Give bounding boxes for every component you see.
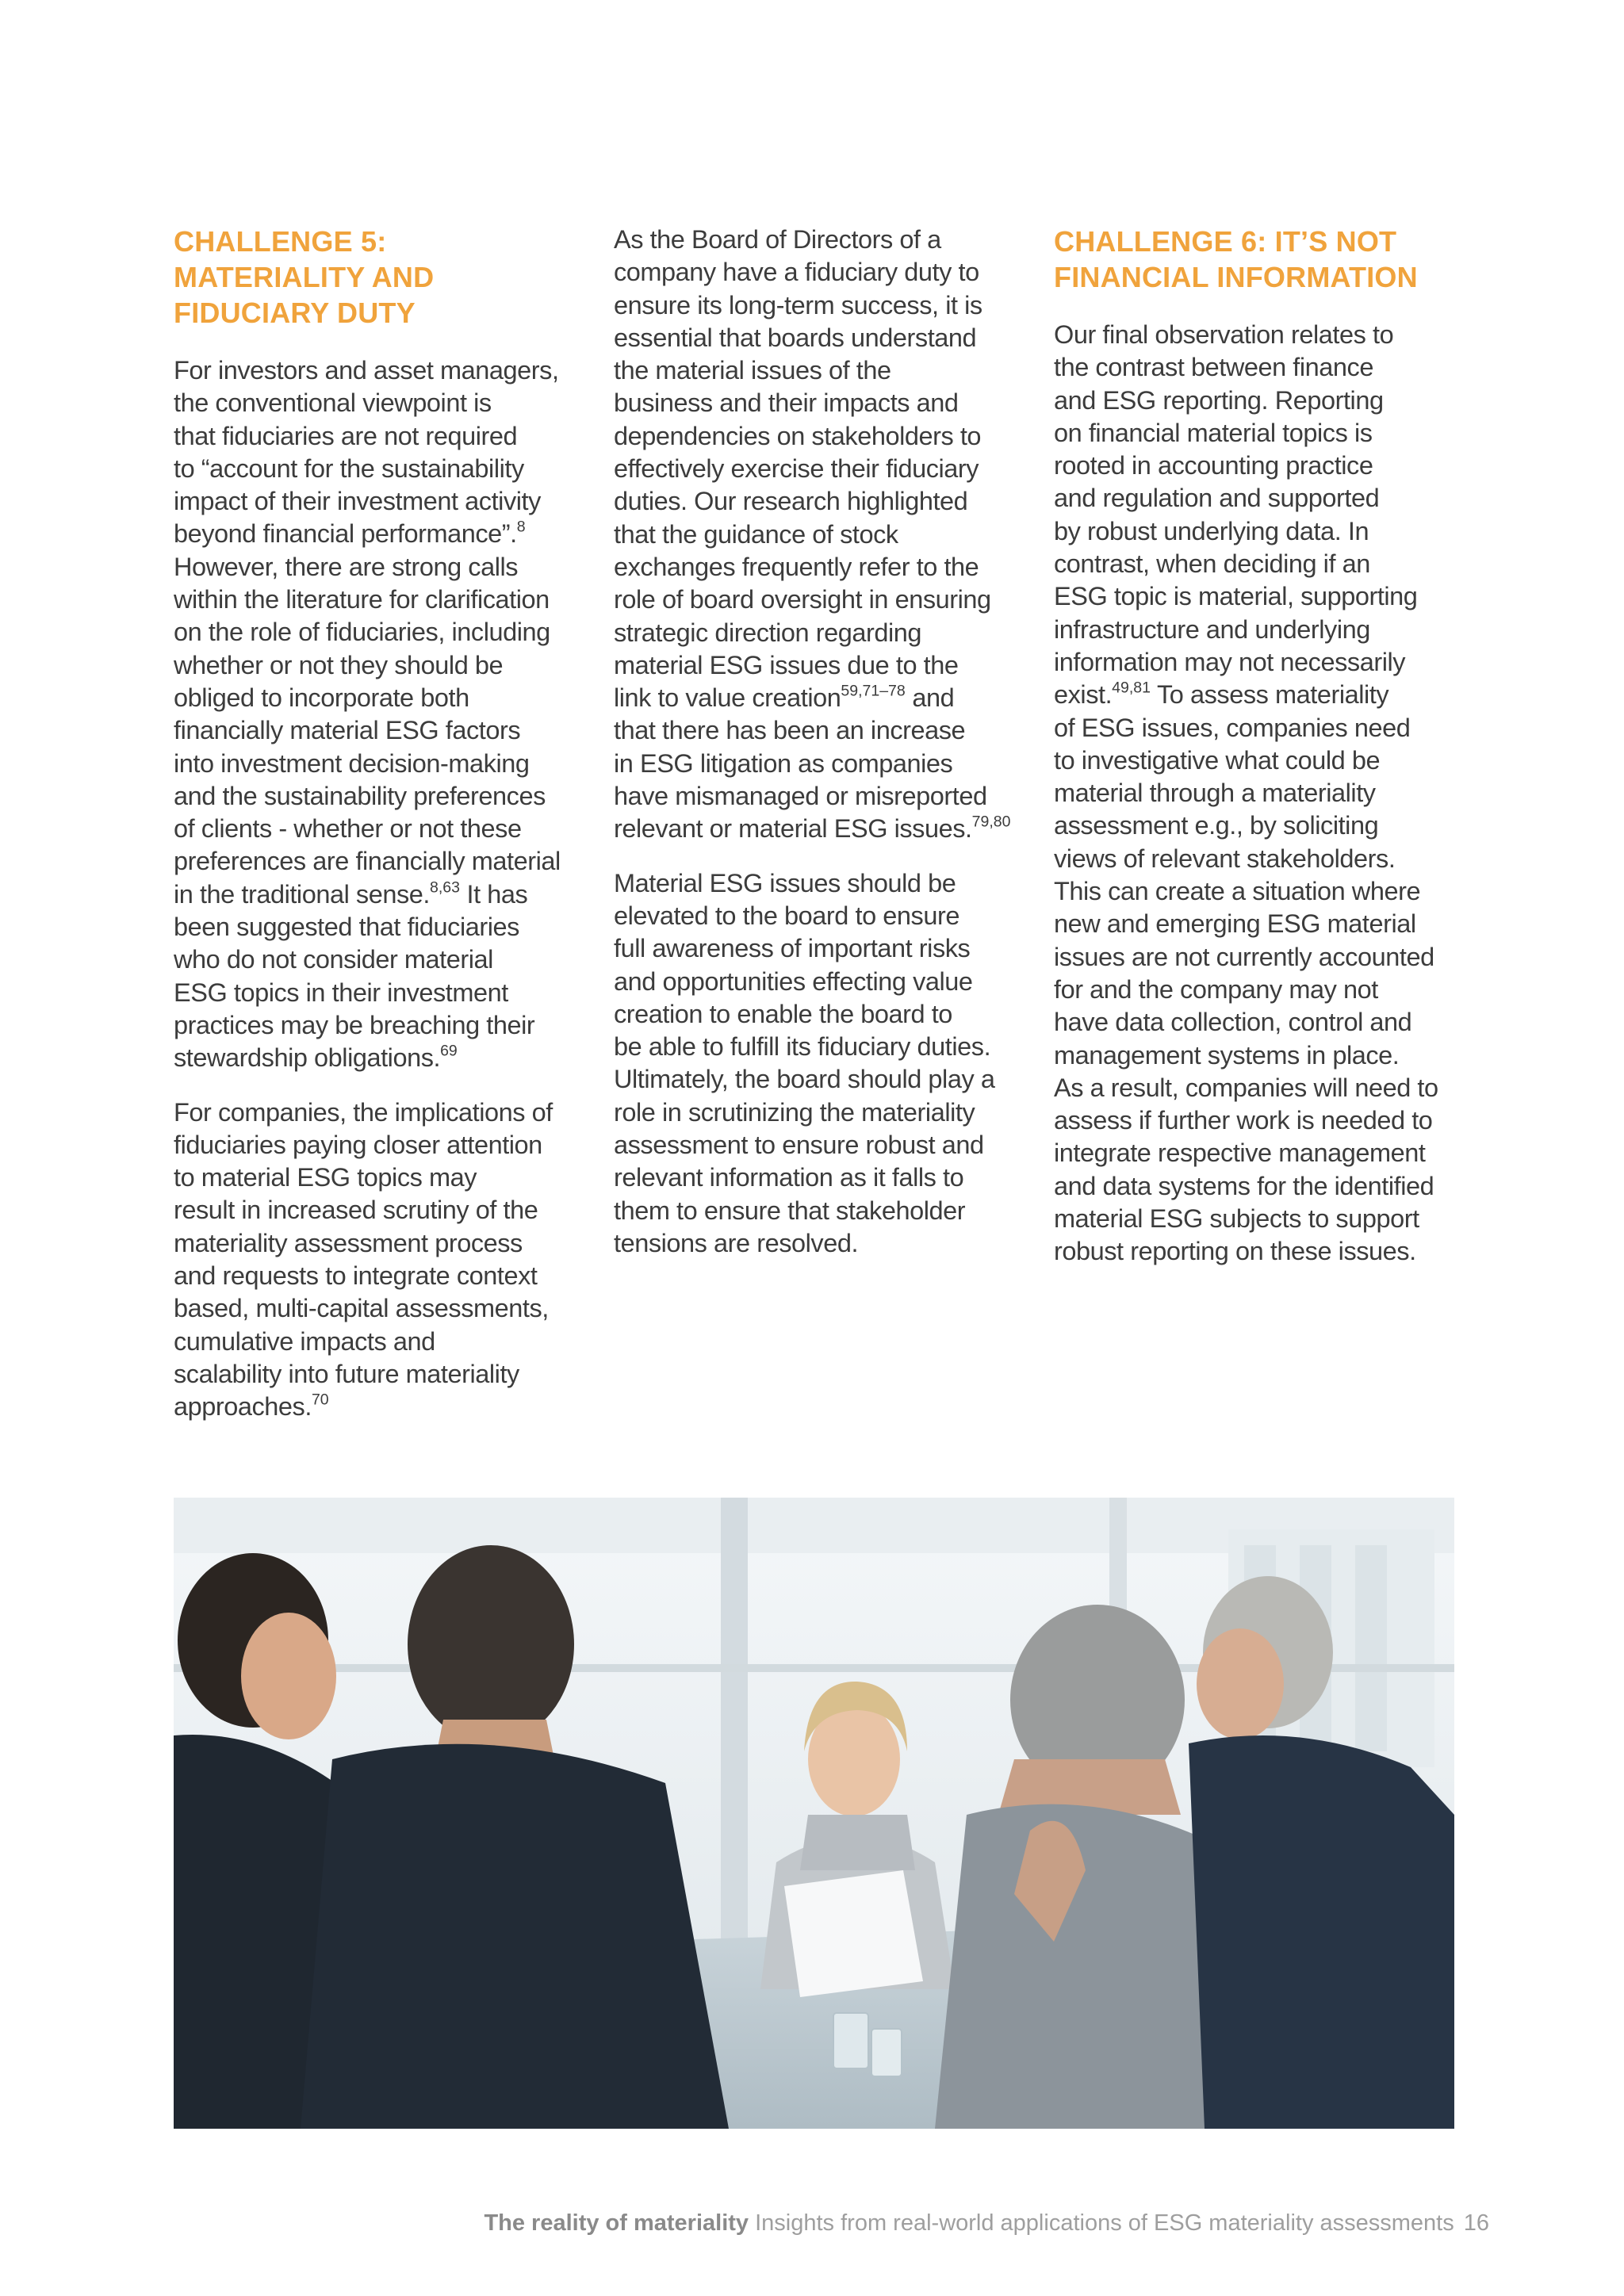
footnote-ref: 49,81 bbox=[1112, 679, 1151, 697]
text-line bbox=[174, 1042, 578, 1074]
meeting-illustration bbox=[174, 1498, 1454, 2129]
text-line: the contrast between finance bbox=[1054, 353, 1373, 382]
text-line: For companies, the implications of bbox=[174, 1097, 553, 1127]
text-line: exchanges frequently refer to the bbox=[614, 552, 979, 581]
text-line: issues are not currently accounted bbox=[1054, 942, 1434, 971]
text-line: assessment e.g., by soliciting bbox=[1054, 811, 1379, 840]
text-line: new and emerging ESG material bbox=[1054, 909, 1416, 939]
text-line: material ESG issues due to the bbox=[614, 650, 959, 679]
text-run: beyond financial performance”. bbox=[174, 519, 517, 549]
text-line bbox=[174, 1391, 578, 1423]
text-line: into investment decision-making bbox=[174, 748, 530, 778]
text-line: based, multi-capital assessments, bbox=[174, 1294, 549, 1323]
text-line: creation to enable the board to bbox=[614, 999, 952, 1028]
column-2 bbox=[614, 224, 1018, 1281]
text-line: As a result, companies will need to bbox=[1054, 1073, 1438, 1102]
text-line: have data collection, control and bbox=[1054, 1008, 1412, 1037]
col2-paragraph-2 bbox=[614, 867, 1018, 1261]
text-line: business and their impacts and bbox=[614, 388, 959, 418]
text-line: whether or not they should be bbox=[174, 650, 504, 679]
text-run: link to value creation bbox=[614, 683, 841, 713]
text-run: stewardship obligations. bbox=[174, 1043, 441, 1073]
text-line: of clients - whether or not these bbox=[174, 814, 522, 844]
text-line: for and the company may not bbox=[1054, 974, 1378, 1004]
text-line: infrastructure and underlying bbox=[1054, 614, 1370, 644]
text-line: material ESG subjects to support bbox=[1054, 1204, 1419, 1234]
text-line: that the guidance of stock bbox=[614, 519, 898, 549]
text-line: have mismanaged or misreported bbox=[614, 782, 987, 811]
text-line: rooted in accounting practice bbox=[1054, 451, 1373, 480]
text-line: be able to fulfill its fiduciary duties. bbox=[614, 1032, 991, 1062]
text-line: role of board oversight in ensuring bbox=[614, 585, 991, 614]
text-line: strategic direction regarding bbox=[614, 618, 921, 647]
footer-report-title: The reality of materiality bbox=[484, 2210, 749, 2236]
text-line: and regulation and supported bbox=[1054, 484, 1380, 513]
text-line: company have a fiduciary duty to bbox=[614, 258, 979, 287]
text-line: information may not necessarily bbox=[1054, 647, 1406, 676]
text-line: For investors and asset managers, bbox=[174, 356, 559, 385]
heading-line: MATERIALITY AND bbox=[174, 261, 435, 293]
text-line: This can create a situation where bbox=[1054, 877, 1421, 906]
text-line: ensure its long-term success, it is bbox=[614, 290, 982, 320]
heading-line: CHALLENGE 6: IT’S NOT bbox=[1054, 225, 1397, 258]
text-run: exist. bbox=[1054, 680, 1113, 710]
col2-paragraph-1 bbox=[614, 224, 1018, 846]
text-line: views of relevant stakeholders. bbox=[1054, 844, 1396, 873]
text-line: Ultimately, the board should play a bbox=[614, 1065, 995, 1094]
heading-line: CHALLENGE 5: bbox=[174, 225, 387, 258]
text-line: elevated to the board to ensure bbox=[614, 901, 959, 930]
text-line: cumulative impacts and bbox=[174, 1326, 435, 1356]
text-line bbox=[1054, 679, 1466, 711]
col1-paragraph-2 bbox=[174, 1096, 578, 1424]
text-line: in ESG litigation as companies bbox=[614, 748, 953, 778]
text-line: role in scrutinizing the materiality bbox=[614, 1097, 975, 1127]
text-line: Material ESG issues should be bbox=[614, 868, 956, 897]
text-line: However, there are strong calls bbox=[174, 552, 519, 581]
page-number: 16 bbox=[1463, 2210, 1489, 2236]
text-line: them to ensure that stakeholder bbox=[614, 1196, 966, 1225]
text-line: to “account for the sustainability bbox=[174, 453, 524, 483]
text-line: and the sustainability preferences bbox=[174, 781, 546, 810]
footnote-ref: 59,71–78 bbox=[841, 682, 906, 700]
challenge-5-heading bbox=[174, 224, 578, 331]
text-line: to material ESG topics may bbox=[174, 1163, 477, 1192]
text-run: To assess materiality bbox=[1150, 680, 1389, 710]
text-line bbox=[614, 682, 1018, 714]
text-line: preferences are financially material bbox=[174, 847, 561, 876]
footnote-ref: 8 bbox=[516, 518, 526, 536]
text-run: It has bbox=[459, 879, 528, 909]
text-line: and opportunities effecting value bbox=[614, 966, 973, 996]
text-line: on the role of fiduciaries, including bbox=[174, 618, 550, 647]
text-line: within the literature for clarification bbox=[174, 585, 550, 614]
text-line: result in increased scrutiny of the bbox=[174, 1196, 538, 1225]
text-line: essential that boards understand bbox=[614, 323, 977, 352]
column-3 bbox=[1054, 224, 1466, 1290]
meeting-photo bbox=[174, 1498, 1454, 2129]
text-line: robust reporting on these issues. bbox=[1054, 1237, 1416, 1266]
text-line bbox=[174, 518, 578, 550]
challenge-6-heading bbox=[1054, 224, 1466, 295]
text-line: and data systems for the identified bbox=[1054, 1171, 1434, 1200]
text-line: ESG topic is material, supporting bbox=[1054, 582, 1418, 611]
text-line: financially material ESG factors bbox=[174, 716, 521, 745]
text-line: tensions are resolved. bbox=[614, 1228, 859, 1257]
text-line: As the Board of Directors of a bbox=[614, 225, 941, 254]
text-line: the conventional viewpoint is bbox=[174, 388, 492, 418]
text-run: and bbox=[905, 683, 955, 713]
text-line bbox=[614, 813, 1018, 845]
text-line: by robust underlying data. In bbox=[1054, 516, 1369, 545]
text-line: impact of their investment activity bbox=[174, 487, 541, 516]
text-line: fiduciaries paying closer attention bbox=[174, 1130, 542, 1159]
footnote-ref: 8,63 bbox=[430, 878, 460, 897]
text-line: assessment to ensure robust and bbox=[614, 1131, 984, 1160]
text-line: materiality assessment process bbox=[174, 1228, 523, 1257]
text-run: in the traditional sense. bbox=[174, 879, 430, 909]
text-line: to investigative what could be bbox=[1054, 745, 1381, 775]
text-line: integrate respective management bbox=[1054, 1138, 1426, 1168]
text-line: and ESG reporting. Reporting bbox=[1054, 385, 1384, 415]
column-1 bbox=[174, 224, 578, 1445]
text-line: that there has been an increase bbox=[614, 716, 966, 745]
text-line: material through a materiality bbox=[1054, 779, 1376, 808]
text-run: approaches. bbox=[174, 1392, 312, 1422]
text-line: effectively exercise their fiduciary bbox=[614, 454, 979, 484]
text-line: scalability into future materiality bbox=[174, 1359, 519, 1388]
heading-line: FINANCIAL INFORMATION bbox=[1054, 261, 1418, 293]
text-run: relevant or material ESG issues. bbox=[614, 814, 972, 844]
text-line: of ESG issues, companies need bbox=[1054, 713, 1411, 742]
text-line: Our final observation relates to bbox=[1054, 320, 1394, 349]
page-footer bbox=[484, 2209, 1489, 2237]
col1-paragraph-1 bbox=[174, 354, 578, 1075]
text-line: and requests to integrate context bbox=[174, 1261, 538, 1291]
text-line: contrast, when deciding if an bbox=[1054, 549, 1370, 579]
footnote-ref: 69 bbox=[440, 1042, 458, 1060]
footer-report-subtitle: Insights from real-world applications of ESG materiality assessments bbox=[749, 2210, 1454, 2236]
text-line: duties. Our research highlighted bbox=[614, 487, 968, 516]
footnote-ref: 79,80 bbox=[971, 813, 1011, 831]
text-line: the material issues of the bbox=[614, 356, 891, 385]
text-line: ESG topics in their investment bbox=[174, 978, 508, 1007]
text-line: been suggested that fiduciaries bbox=[174, 913, 519, 942]
footnote-ref: 70 bbox=[311, 1391, 329, 1409]
text-line: on financial material topics is bbox=[1054, 418, 1373, 447]
text-line: dependencies on stakeholders to bbox=[614, 421, 982, 450]
text-line: that fiduciaries are not required bbox=[174, 421, 518, 450]
text-line: obliged to incorporate both bbox=[174, 683, 469, 712]
heading-line: FIDUCIARY DUTY bbox=[174, 297, 416, 329]
text-line: assess if further work is needed to bbox=[1054, 1106, 1433, 1135]
col3-paragraph-1 bbox=[1054, 319, 1466, 1269]
text-line: practices may be breaching their bbox=[174, 1010, 535, 1039]
text-line: full awareness of important risks bbox=[614, 934, 971, 963]
text-line: who do not consider material bbox=[174, 945, 493, 974]
text-line bbox=[174, 878, 578, 911]
text-line: management systems in place. bbox=[1054, 1040, 1400, 1070]
text-line: relevant information as it falls to bbox=[614, 1163, 964, 1192]
